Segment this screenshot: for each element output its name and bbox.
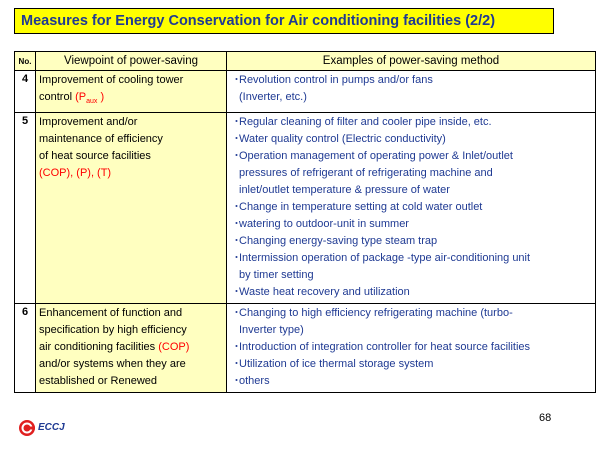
power-saving-table xyxy=(14,51,596,393)
example-item: ・ Introduction of integration controller for heat source facilities xyxy=(231,339,591,356)
header-viewpoint: Viewpoint of power-saving xyxy=(36,52,227,71)
example-item: ・ Changing to high efficiency refrigerating machine (turbo- Inverter type) xyxy=(231,305,591,339)
viewpoint-line: established or Renewed xyxy=(39,375,158,388)
viewpoint-line: of heat source facilities xyxy=(39,150,151,163)
viewpoint-line: Enhancement of function and xyxy=(39,307,183,320)
viewpoint-cell xyxy=(36,71,227,113)
example-item: ・ Regular cleaning of filter and cooler pipe inside, etc. xyxy=(231,114,591,131)
example-item: ・ Utilization of ice thermal storage system xyxy=(231,356,591,373)
viewpoint-line: air conditioning facilities xyxy=(39,341,156,354)
header-examples: Examples of power-saving method xyxy=(227,52,596,71)
table-row xyxy=(15,113,596,304)
example-item: ・ Water quality control (Electric conductivity) xyxy=(231,131,591,148)
viewpoint-line: specification by high efficiency xyxy=(39,324,187,337)
row-number: 4 xyxy=(15,71,36,113)
viewpoint-cell xyxy=(36,304,227,393)
viewpoint-tag: ($P_{aux}$ ) xyxy=(75,91,105,106)
viewpoint-line: and/or systems when they are xyxy=(39,358,186,371)
viewpoint-line: Improvement of cooling tower xyxy=(39,74,184,86)
row-number: 6 xyxy=(15,304,36,393)
viewpoint-line: Improvement and/or xyxy=(39,116,138,129)
example-item: ・ Operation management of operating power & Inlet/outlet pressures of refrigerant of refrigerating machine and inlet/outlet temperature & pressure of water xyxy=(231,148,591,199)
examples-cell xyxy=(227,304,596,393)
logo-text: ECCJ xyxy=(38,422,65,433)
viewpoint-tag: (COP), (P), (T) xyxy=(39,167,112,180)
example-item: ・ watering to outdoor-unit in summer xyxy=(231,216,591,233)
viewpoint-cell xyxy=(36,113,227,304)
example-item: ・ Change in temperature setting at cold water outlet xyxy=(231,199,591,216)
example-item: ・ others xyxy=(231,373,591,390)
row-number: 5 xyxy=(15,113,36,304)
examples-cell xyxy=(227,113,596,304)
eccj-logo-icon xyxy=(18,419,36,437)
example-item: ・ Waste heat recovery and utilization xyxy=(231,284,591,301)
slide-title: Measures for Energy Conservation for Air conditioning facilities (2/2) xyxy=(14,8,554,34)
example-item: ・ Revolution control in pumps and/or fans (Inverter, etc.) xyxy=(231,72,591,106)
examples-cell xyxy=(227,71,596,113)
viewpoint-tag: (COP) xyxy=(158,341,190,354)
example-item: ・ Intermission operation of package -type air-conditioning unit by timer setting xyxy=(231,250,591,284)
viewpoint-line: control xyxy=(39,91,73,103)
table-header-row xyxy=(15,52,596,71)
page-number: 68 xyxy=(539,412,552,424)
viewpoint-line: maintenance of efficiency xyxy=(39,133,163,146)
header-no: No. xyxy=(15,52,36,71)
table-row xyxy=(15,71,596,113)
example-item: ・ Changing energy-saving type steam trap xyxy=(231,233,591,250)
table-row xyxy=(15,304,596,393)
